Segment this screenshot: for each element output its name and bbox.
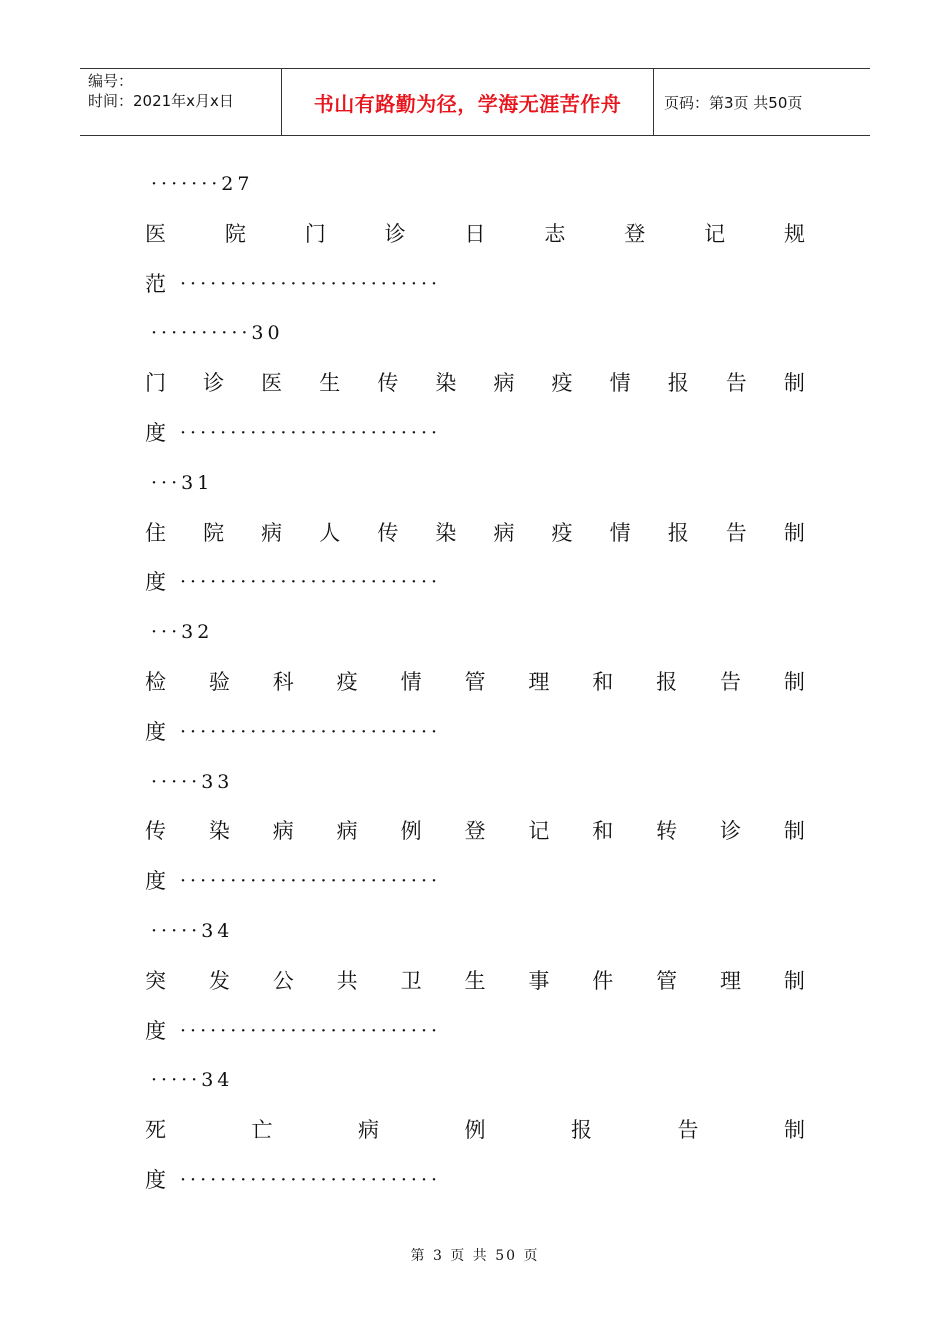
toc-entry-leader-line bbox=[145, 260, 805, 310]
toc-title-last-char: 度 bbox=[145, 1167, 166, 1192]
toc-title-last-char: 度 bbox=[145, 869, 166, 894]
toc-title-char: 门 bbox=[304, 221, 326, 246]
time-label: 时间：2021年x月x日 bbox=[88, 92, 234, 110]
toc-title-char: 制 bbox=[783, 520, 805, 545]
toc-title-char: 志 bbox=[544, 221, 566, 246]
toc-title-char: 公 bbox=[272, 968, 294, 993]
toc-entry-leader-line bbox=[145, 1007, 805, 1057]
toc-title-char: 制 bbox=[783, 968, 805, 993]
toc-title-char: 理 bbox=[528, 669, 550, 694]
toc-title-char: 突 bbox=[145, 968, 166, 993]
toc-title-char: 诊 bbox=[720, 819, 742, 844]
toc-title-char: 染 bbox=[435, 371, 457, 396]
toc-title-char: 病 bbox=[272, 819, 294, 844]
toc-entry-leader-line bbox=[145, 409, 805, 459]
toc-title-last-char: 度 bbox=[145, 570, 166, 595]
toc-entry-title bbox=[145, 210, 805, 260]
toc-continuation-line: ·······27 bbox=[151, 173, 254, 195]
header-meta bbox=[80, 69, 282, 135]
toc-entry-title bbox=[145, 807, 805, 857]
toc-entry-leader-line bbox=[145, 708, 805, 758]
toc-title-char: 人 bbox=[319, 520, 341, 545]
toc-title-char: 规 bbox=[784, 221, 805, 246]
toc-title-char: 和 bbox=[592, 819, 614, 844]
toc-title-char: 卫 bbox=[400, 968, 422, 993]
toc-title-last-char: 度 bbox=[145, 1018, 166, 1043]
toc-title-char: 情 bbox=[609, 371, 631, 396]
toc-entry-leader-line bbox=[145, 558, 805, 608]
toc-title-char: 报 bbox=[667, 520, 689, 545]
toc-title-char: 门 bbox=[145, 371, 166, 396]
toc-entries bbox=[145, 210, 805, 1206]
toc-title-char: 件 bbox=[592, 968, 614, 993]
toc-title-char: 例 bbox=[464, 1118, 486, 1143]
toc-page-number-line: ···31 bbox=[151, 471, 214, 494]
toc-entry-leader-line bbox=[145, 1156, 805, 1206]
page-footer: 第 3 页 共 50 页 bbox=[410, 1248, 540, 1264]
toc-title-char: 告 bbox=[677, 1118, 699, 1143]
toc-title-char: 告 bbox=[725, 371, 747, 396]
toc-entry-title bbox=[145, 658, 805, 708]
toc-page-number-line: ·····34 bbox=[151, 919, 234, 942]
toc-entry-title bbox=[145, 957, 805, 1007]
toc-title-char: 制 bbox=[783, 371, 805, 396]
page-header bbox=[80, 68, 870, 136]
toc-title-char: 例 bbox=[400, 819, 422, 844]
toc-title-last-char: 度 bbox=[145, 420, 166, 445]
toc-leader-dots: ·························· bbox=[180, 720, 442, 743]
toc-title-char: 事 bbox=[528, 968, 550, 993]
header-motto: 书山有路勤为径，学海无涯苦作舟 bbox=[282, 69, 654, 135]
toc-title-char: 制 bbox=[783, 819, 805, 844]
toc-title-char: 管 bbox=[656, 968, 678, 993]
toc-title-char: 住 bbox=[145, 520, 166, 545]
toc-leader-dots: ·························· bbox=[180, 1019, 442, 1042]
toc-title-char: 医 bbox=[145, 221, 166, 246]
toc-entry-leader-line bbox=[145, 857, 805, 907]
toc-leader-dots: ·························· bbox=[180, 421, 442, 444]
toc-title-char: 院 bbox=[203, 520, 225, 545]
toc-title-char: 诊 bbox=[203, 371, 225, 396]
toc-entry-title bbox=[145, 509, 805, 559]
toc-title-char: 日 bbox=[464, 221, 486, 246]
toc-title-char: 亡 bbox=[251, 1118, 273, 1143]
toc-title-char: 记 bbox=[528, 819, 550, 844]
toc-page-number-line: ··········30 bbox=[151, 322, 284, 345]
toc-title-last-char: 度 bbox=[145, 719, 166, 744]
toc-title-char: 记 bbox=[704, 221, 726, 246]
toc-entry-title bbox=[145, 1106, 805, 1156]
toc-title-char: 病 bbox=[493, 371, 515, 396]
toc-title-char: 染 bbox=[208, 819, 230, 844]
toc-title-char: 传 bbox=[145, 819, 166, 844]
toc-title-char: 登 bbox=[464, 819, 486, 844]
toc-title-char: 疫 bbox=[551, 520, 573, 545]
toc-leader-dots: ·························· bbox=[180, 571, 442, 594]
toc-title-char: 转 bbox=[656, 819, 678, 844]
toc-title-char: 生 bbox=[319, 371, 341, 396]
toc-title-char: 科 bbox=[272, 669, 294, 694]
toc-title-char: 传 bbox=[377, 520, 399, 545]
toc-title-char: 管 bbox=[464, 669, 486, 694]
toc-page-number-line: ···32 bbox=[151, 621, 214, 644]
toc-page-number-line: ·····34 bbox=[151, 1069, 234, 1092]
toc-title-last-char: 范 bbox=[145, 271, 166, 296]
toc-leader-dots: ·························· bbox=[180, 870, 442, 893]
toc-title-char: 疫 bbox=[551, 371, 573, 396]
toc-title-char: 告 bbox=[725, 520, 747, 545]
toc-title-char: 制 bbox=[784, 1118, 805, 1143]
toc-title-char: 告 bbox=[720, 669, 742, 694]
toc-title-char: 疫 bbox=[336, 669, 358, 694]
header-page-info: 页码：第3页 共50页 bbox=[664, 93, 803, 112]
toc-title-char: 理 bbox=[720, 968, 742, 993]
toc-leader-dots: ·························· bbox=[180, 1168, 442, 1191]
toc-title-char: 报 bbox=[667, 371, 689, 396]
toc-title-char: 报 bbox=[571, 1118, 592, 1143]
toc-title-char: 病 bbox=[261, 520, 283, 545]
toc-title-char: 登 bbox=[624, 221, 646, 246]
toc-title-char: 死 bbox=[145, 1118, 166, 1143]
toc-title-char: 和 bbox=[592, 669, 614, 694]
toc-title-char: 病 bbox=[493, 520, 515, 545]
toc-content bbox=[145, 160, 805, 1206]
toc-title-char: 生 bbox=[464, 968, 486, 993]
toc-title-char: 传 bbox=[377, 371, 399, 396]
toc-leader-dots: ·························· bbox=[180, 272, 442, 295]
serial-label: 编号： bbox=[88, 72, 134, 90]
toc-entry-title bbox=[145, 359, 805, 409]
toc-title-char: 院 bbox=[224, 221, 246, 246]
toc-title-char: 共 bbox=[336, 968, 358, 993]
toc-title-char: 医 bbox=[261, 371, 283, 396]
toc-title-char: 病 bbox=[358, 1118, 379, 1143]
toc-title-char: 报 bbox=[656, 669, 678, 694]
toc-page-number-line: ·····33 bbox=[151, 770, 234, 793]
toc-title-char: 染 bbox=[435, 520, 457, 545]
toc-title-char: 病 bbox=[336, 819, 358, 844]
toc-title-char: 诊 bbox=[384, 221, 406, 246]
toc-title-char: 情 bbox=[609, 520, 631, 545]
toc-title-char: 制 bbox=[783, 669, 805, 694]
toc-title-char: 情 bbox=[400, 669, 422, 694]
toc-title-char: 检 bbox=[145, 669, 166, 694]
toc-title-char: 发 bbox=[208, 968, 230, 993]
toc-title-char: 验 bbox=[208, 669, 230, 694]
